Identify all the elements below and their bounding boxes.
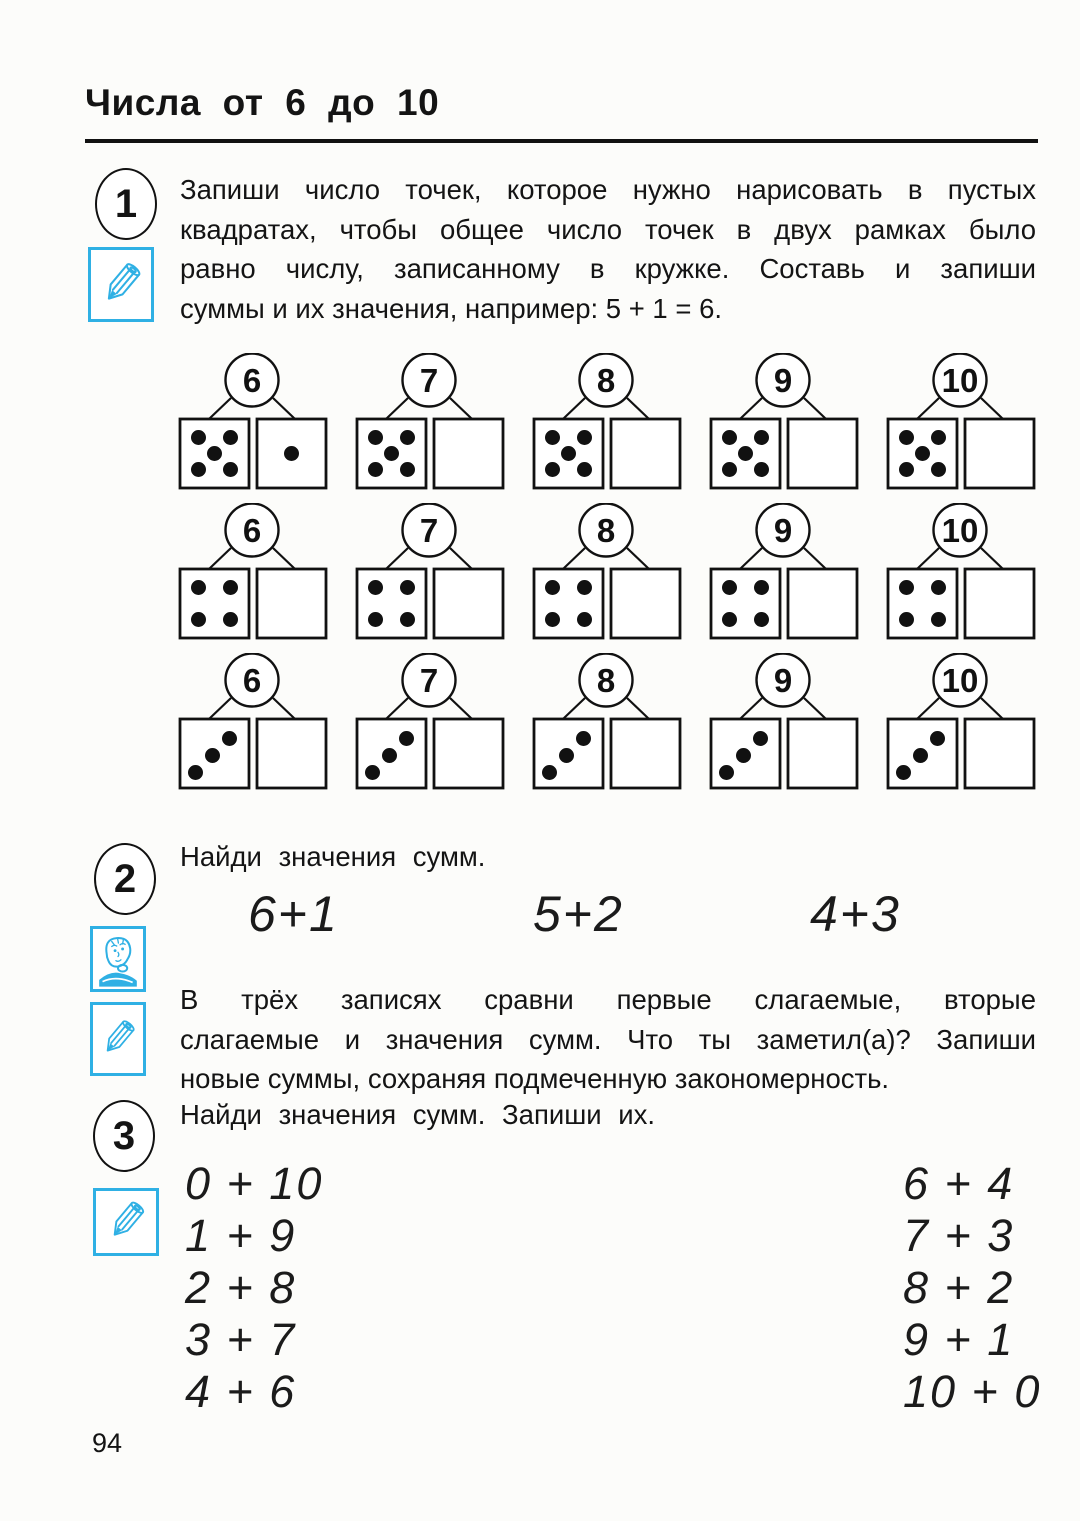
bond-right-line — [450, 548, 472, 569]
dot — [545, 612, 560, 627]
exercise-3-number: 3 — [112, 1113, 136, 1158]
dot — [913, 748, 928, 763]
bond-left-line — [563, 548, 585, 569]
bond-left-line — [563, 398, 585, 419]
page-number: 94 — [92, 1428, 123, 1458]
dot — [207, 446, 222, 461]
pencil-icon — [101, 1194, 151, 1250]
bond-left-line — [740, 398, 762, 419]
text-line: Запиши число точек, которое нужно нарисовать в пустых — [180, 174, 1036, 205]
number-bond — [178, 503, 328, 643]
answer-box[interactable] — [965, 719, 1034, 788]
dots-box — [711, 569, 780, 638]
dot — [931, 430, 946, 445]
dot — [577, 462, 592, 477]
answer-box[interactable] — [788, 419, 857, 488]
answer-box[interactable] — [788, 719, 857, 788]
number-bond — [355, 353, 505, 493]
bond-target-number: 7 — [419, 512, 439, 549]
bond-target-number: 9 — [773, 662, 793, 699]
bond-target-number: 10 — [941, 512, 979, 549]
dot — [722, 580, 737, 595]
number-bond — [532, 503, 682, 643]
number-bond — [355, 503, 505, 643]
dot — [368, 462, 383, 477]
number-bond — [886, 353, 1036, 493]
exercise-2-number: 2 — [113, 856, 137, 901]
dot — [223, 430, 238, 445]
dot — [382, 748, 397, 763]
dot — [368, 580, 383, 595]
answer-box[interactable] — [611, 569, 680, 638]
write-task-iconbox — [93, 1188, 159, 1256]
bond-right-line — [627, 548, 649, 569]
dot — [899, 580, 914, 595]
answer-box[interactable] — [434, 569, 503, 638]
dot — [738, 446, 753, 461]
title-underline — [85, 139, 1038, 143]
dot — [191, 612, 206, 627]
page-title: Числа от 6 до 10 — [85, 82, 440, 123]
bond-right-line — [804, 398, 826, 419]
text-line: суммы и их значения, например: 5 + 1 = 6. — [180, 292, 722, 324]
dots-box — [534, 569, 603, 638]
number-bond — [886, 653, 1036, 793]
exercise-3-badge — [93, 1100, 155, 1172]
bond-target-number: 7 — [419, 662, 439, 699]
dots-box — [888, 569, 957, 638]
dot — [722, 430, 737, 445]
answer-box[interactable] — [257, 719, 326, 788]
dot — [736, 748, 751, 763]
dot — [576, 731, 591, 746]
bond-right-line — [981, 548, 1003, 569]
dot — [400, 462, 415, 477]
bond-row — [178, 503, 1036, 643]
number-bond — [532, 653, 682, 793]
bond-left-line — [209, 698, 231, 719]
bond-target-number: 6 — [242, 512, 262, 549]
dot — [223, 612, 238, 627]
dot — [191, 430, 206, 445]
sum-expression: 4+3 — [810, 886, 901, 942]
dot — [899, 430, 914, 445]
answer-box[interactable] — [965, 419, 1034, 488]
dot — [545, 580, 560, 595]
sum-expression: 4 + 6 — [185, 1366, 297, 1417]
answer-box[interactable] — [434, 719, 503, 788]
answer-box[interactable] — [434, 419, 503, 488]
exercise-1-badge — [95, 168, 157, 240]
dot — [577, 580, 592, 595]
bond-target-number: 6 — [242, 362, 262, 399]
sum-expression: 5+2 — [533, 886, 624, 942]
bond-right-line — [804, 548, 826, 569]
bond-target-number: 9 — [773, 362, 793, 399]
number-bond — [886, 503, 1036, 643]
bond-left-line — [386, 548, 408, 569]
dot — [754, 462, 769, 477]
dot — [931, 580, 946, 595]
pencil-icon — [96, 1012, 140, 1066]
dot — [915, 446, 930, 461]
text-line: равно числу, записанному в кружке. Составь и запиши — [180, 253, 1036, 284]
dots-box — [180, 569, 249, 638]
bond-right-line — [627, 398, 649, 419]
exercise-2-heading: Найди значения сумм. — [180, 841, 486, 872]
dot — [754, 612, 769, 627]
dot — [384, 446, 399, 461]
dot — [930, 731, 945, 746]
write-task-iconbox — [88, 247, 154, 322]
dot — [368, 612, 383, 627]
dot — [542, 765, 557, 780]
dot — [205, 748, 220, 763]
sum-expression: 7 + 3 — [903, 1210, 1015, 1261]
sum-expression: 3 + 7 — [185, 1314, 297, 1365]
dot — [722, 462, 737, 477]
number-bond — [709, 353, 859, 493]
bond-right-line — [273, 548, 295, 569]
dot — [896, 765, 911, 780]
answer-box[interactable] — [611, 719, 680, 788]
dot — [399, 731, 414, 746]
think-task-iconbox — [90, 926, 146, 992]
bond-target-number: 6 — [242, 662, 262, 699]
bond-row — [178, 653, 1036, 793]
dot — [545, 462, 560, 477]
dot — [561, 446, 576, 461]
bond-left-line — [563, 698, 585, 719]
bond-right-line — [627, 698, 649, 719]
number-bond — [355, 653, 505, 793]
sum-expression: 1 + 9 — [185, 1210, 297, 1261]
answer-box[interactable] — [788, 569, 857, 638]
sum-expression: 10 + 0 — [903, 1366, 1042, 1417]
text-line: В трёх записях сравни первые слагаемые, вторые — [180, 984, 1036, 1015]
text-line: квадратах, чтобы общее число точек в двух рамках было — [180, 213, 1036, 245]
dot — [284, 446, 299, 461]
number-bond — [709, 503, 859, 643]
dot — [191, 580, 206, 595]
sum-expression: 2 + 8 — [185, 1262, 297, 1313]
answer-box[interactable] — [611, 419, 680, 488]
dot — [722, 612, 737, 627]
number-bond — [178, 353, 328, 493]
bond-target-number: 7 — [419, 362, 439, 399]
bond-right-line — [804, 698, 826, 719]
dot — [931, 612, 946, 627]
exercise-1-instructions — [180, 170, 1036, 328]
bond-left-line — [386, 698, 408, 719]
bond-left-line — [209, 398, 231, 419]
bond-left-line — [917, 398, 939, 419]
dot — [400, 612, 415, 627]
dot — [753, 731, 768, 746]
dot — [559, 748, 574, 763]
dot — [899, 462, 914, 477]
bond-left-line — [740, 698, 762, 719]
answer-box[interactable] — [257, 569, 326, 638]
bond-target-number: 8 — [596, 362, 616, 399]
dot — [931, 462, 946, 477]
sum-expression: 8 + 2 — [903, 1262, 1015, 1313]
write-task-iconbox — [90, 1002, 146, 1076]
sum-expression: 9 + 1 — [903, 1314, 1015, 1365]
dot — [545, 430, 560, 445]
sum-expression: 6 + 4 — [903, 1158, 1015, 1209]
dot — [577, 430, 592, 445]
dot — [188, 765, 203, 780]
dot — [368, 430, 383, 445]
bond-right-line — [273, 698, 295, 719]
thinking-boy-icon — [95, 930, 141, 988]
bond-left-line — [209, 548, 231, 569]
dot — [400, 580, 415, 595]
exercise-3-heading: Найди значения сумм. Запиши их. — [180, 1099, 656, 1130]
bond-right-line — [273, 398, 295, 419]
number-bond-grid — [178, 353, 1036, 803]
bond-target-number: 8 — [596, 662, 616, 699]
sum-expression: 6+1 — [248, 886, 339, 942]
answer-box[interactable] — [965, 569, 1034, 638]
bond-target-number: 10 — [941, 662, 979, 699]
bond-left-line — [740, 548, 762, 569]
dot — [223, 462, 238, 477]
bond-target-number: 9 — [773, 512, 793, 549]
pencil-icon — [95, 255, 147, 315]
bond-row — [178, 353, 1036, 493]
dot — [719, 765, 734, 780]
bond-right-line — [981, 698, 1003, 719]
exercise-1-number: 1 — [114, 181, 138, 226]
bond-target-number: 10 — [941, 362, 979, 399]
bond-right-line — [981, 398, 1003, 419]
number-bond — [532, 353, 682, 493]
number-bond — [178, 653, 328, 793]
bond-left-line — [917, 548, 939, 569]
dot — [191, 462, 206, 477]
dot — [754, 430, 769, 445]
exercise-2-instructions — [180, 980, 1036, 1099]
bond-target-number: 8 — [596, 512, 616, 549]
bond-left-line — [917, 698, 939, 719]
exercise-2-badge — [94, 843, 156, 915]
dot — [222, 731, 237, 746]
bond-right-line — [450, 398, 472, 419]
sum-expression: 0 + 10 — [185, 1158, 324, 1209]
text-line: слагаемые и значения сумм. Что ты заметил(а)? Запиши — [180, 1023, 1036, 1055]
dot — [899, 612, 914, 627]
dot — [365, 765, 380, 780]
text-line: новые суммы, сохраняя подмеченную закономерность. — [180, 1063, 890, 1094]
number-bond — [709, 653, 859, 793]
dot — [223, 580, 238, 595]
dots-box — [357, 569, 426, 638]
bond-left-line — [386, 398, 408, 419]
dot — [754, 580, 769, 595]
dot — [400, 430, 415, 445]
dot — [577, 612, 592, 627]
bond-right-line — [450, 698, 472, 719]
